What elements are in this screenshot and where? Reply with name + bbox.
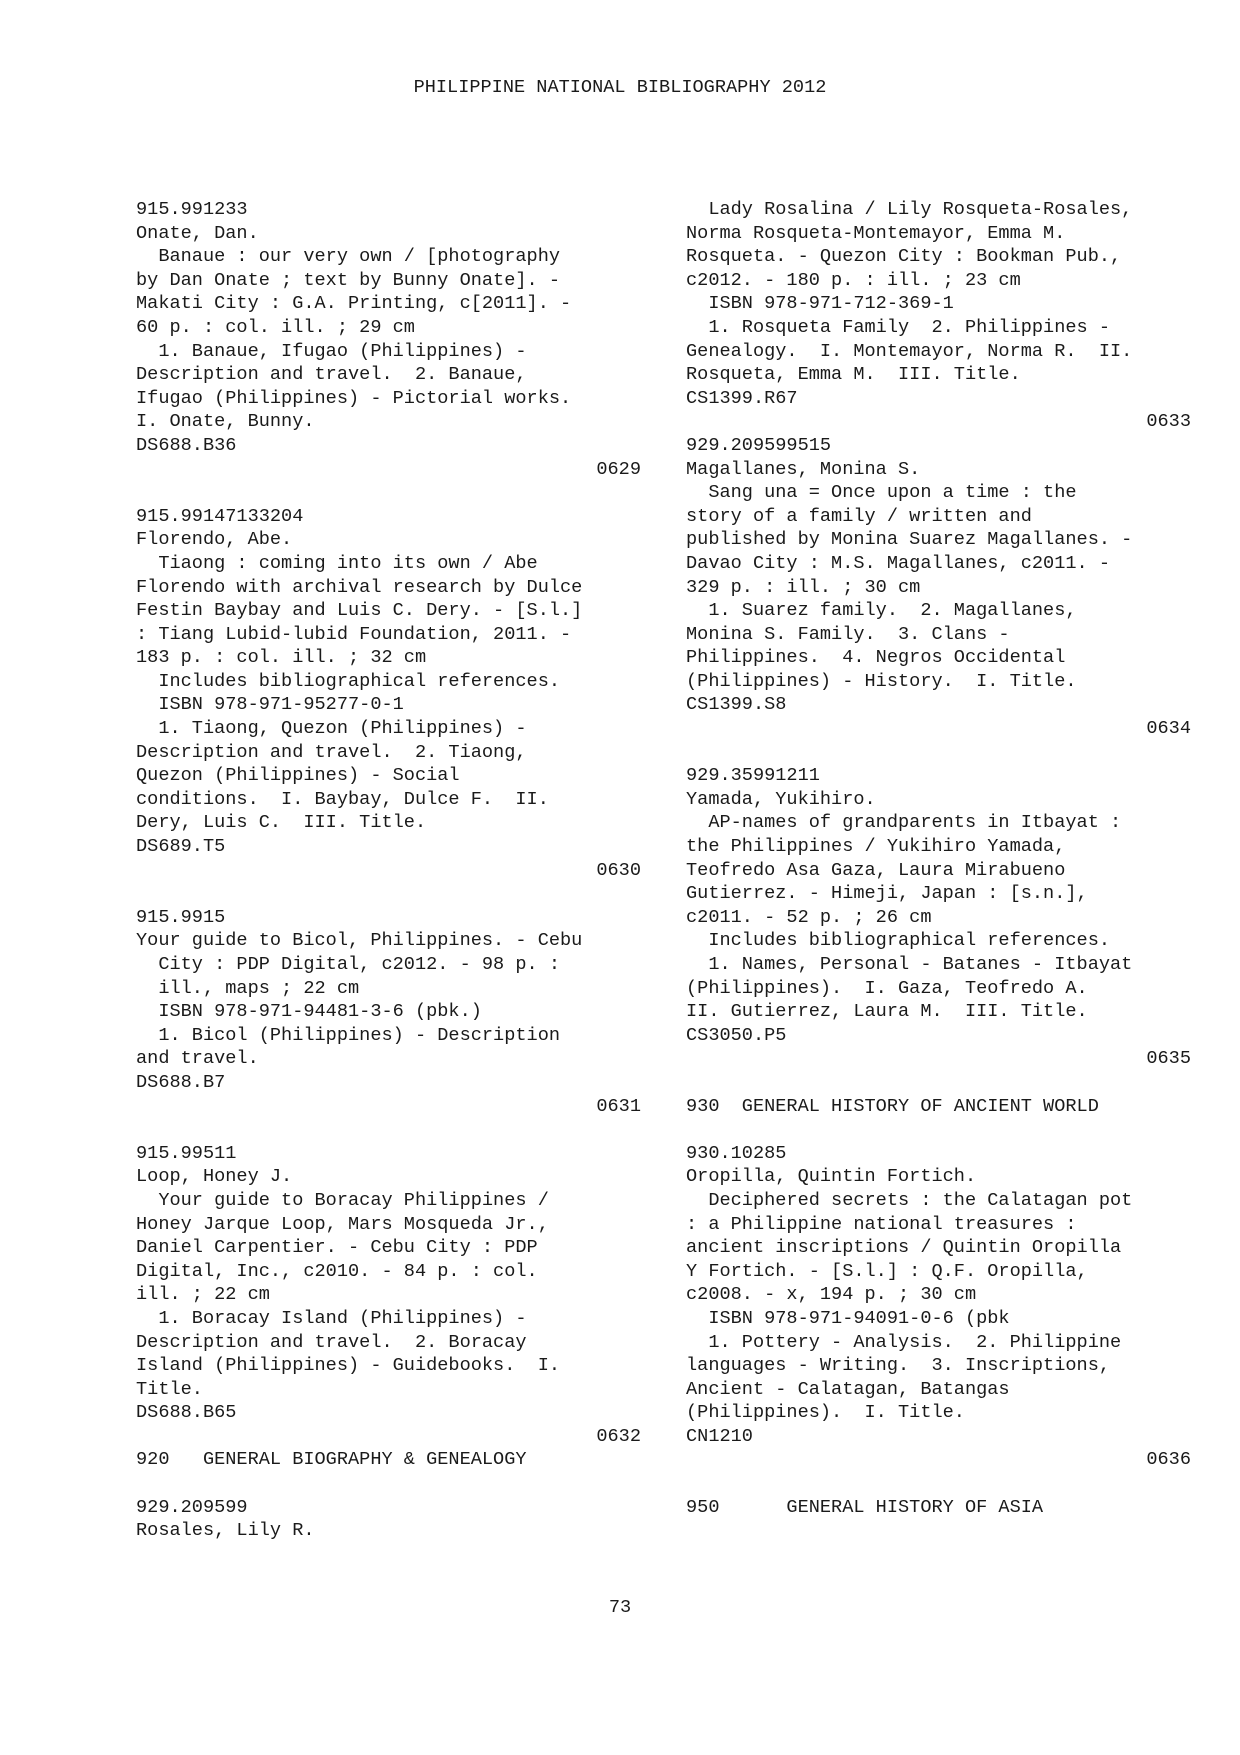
entry-number: 0630 (596, 859, 641, 881)
bibliography-line: CN1210 (686, 1425, 753, 1447)
bibliography-line: Lady Rosalina / Lily Rosqueta-Rosales, (686, 199, 1133, 220)
entry-number: 0636 (1146, 1449, 1191, 1471)
bibliography-line (686, 741, 1191, 765)
bibliography-line: CS3050.P5 (686, 1024, 787, 1046)
bibliography-line: 1. Boracay Island (Philippines) - (136, 1307, 527, 1329)
page-number: 73 (608, 1597, 632, 1618)
bibliography-line: Monina S. Family. 3. Clans - (686, 623, 1010, 645)
bibliography-line: 60 p. : col. ill. ; 29 cm (136, 316, 415, 338)
entry-number: 0635 (1146, 1048, 1191, 1070)
entry-number: 0633 (1146, 411, 1191, 433)
bibliography-line: 929.35991211 (686, 765, 820, 787)
bibliography-line (136, 481, 641, 505)
bibliography-line: Digital, Inc., c2010. - 84 p. : col. (136, 1260, 538, 1282)
entry-number: 0632 (596, 1425, 641, 1447)
bibliography-line: 1. Bicol (Philippines) - Description (136, 1024, 561, 1046)
bibliography-line: Includes bibliographical references. (686, 930, 1111, 952)
bibliography-line: conditions. I. Baybay, Dulce F. II. (136, 788, 549, 810)
bibliography-line: Ancient - Calatagan, Batangas (686, 1378, 1010, 1400)
bibliography-line: 915.9915 (136, 906, 226, 928)
bibliography-line: Onate, Dan. (136, 222, 259, 244)
bibliography-line: Your guide to Boracay Philippines / (136, 1189, 549, 1211)
bibliography-line (686, 1472, 1191, 1496)
bibliography-line: 1. Banaue, Ifugao (Philippines) - (136, 340, 527, 362)
bibliography-line: 950 GENERAL HISTORY OF ASIA (686, 1496, 1044, 1518)
bibliography-line: Honey Jarque Loop, Mars Mosqueda Jr., (136, 1213, 549, 1235)
bibliography-line: c2012. - 180 p. : ill. ; 23 cm (686, 269, 1021, 291)
bibliography-line: the Philippines / Yukihiro Yamada, (686, 836, 1066, 858)
bibliography-line: 929.209599 (136, 1496, 248, 1518)
bibliography-line: CS1399.S8 (686, 694, 787, 716)
bibliography-line: Dery, Luis C. III. Title. (136, 812, 427, 834)
bibliography-line: Philippines. 4. Negros Occidental (686, 647, 1066, 669)
bibliography-line: Rosqueta. - Quezon City : Bookman Pub., (686, 246, 1122, 268)
bibliography-line: by Dan Onate ; text by Bunny Onate]. - (136, 269, 561, 291)
entry-number: 0629 (596, 458, 641, 480)
bibliography-line: Rosales, Lily R. (136, 1520, 315, 1542)
bibliography-line: I. Onate, Bunny. (136, 411, 315, 433)
bibliography-line: Magallanes, Monina S. (686, 458, 921, 480)
bibliography-line: Includes bibliographical references. (136, 670, 561, 692)
bibliography-line: Sang una = Once upon a time : the (686, 482, 1077, 504)
bibliography-line: Deciphered secrets : the Calatagan pot (686, 1189, 1133, 1211)
entry-number: 0634 (1146, 718, 1191, 740)
bibliography-line: Banaue : our very own / [photography (136, 246, 561, 268)
bibliography-line: Ifugao (Philippines) - Pictorial works. (136, 387, 572, 409)
bibliography-line: (Philippines). I. Gaza, Teofredo A. (686, 977, 1088, 999)
bibliography-line: Y Fortich. - [S.l.] : Q.F. Oropilla, (686, 1260, 1088, 1282)
bibliography-line: Teofredo Asa Gaza, Laura Mirabueno (686, 859, 1066, 881)
bibliography-line: 930.10285 (686, 1142, 787, 1164)
right-column (686, 198, 1191, 1519)
bibliography-line: ancient inscriptions / Quintin Oropilla (686, 1237, 1122, 1259)
bibliography-line: Daniel Carpentier. - Cebu City : PDP (136, 1237, 538, 1259)
bibliography-line: Your guide to Bicol, Philippines. - Cebu (136, 930, 583, 952)
bibliography-line (686, 1071, 1191, 1095)
bibliography-line: CS1399.R67 (686, 387, 798, 409)
bibliography-line: Description and travel. 2. Banaue, (136, 364, 527, 386)
bibliography-line: Makati City : G.A. Printing, c[2011]. - (136, 293, 572, 315)
bibliography-line: 1. Names, Personal - Batanes - Itbayat (686, 954, 1133, 975)
bibliography-line: Festin Baybay and Luis C. Dery. - [S.l.] (136, 600, 583, 622)
bibliography-line: Genealogy. I. Montemayor, Norma R. II. (686, 340, 1133, 362)
bibliography-line: Florendo, Abe. (136, 529, 293, 551)
page-header: PHILIPPINE NATIONAL BIBLIOGRAPHY 2012 (413, 77, 827, 98)
bibliography-line: 1. Suarez family. 2. Magallanes, (686, 600, 1077, 622)
bibliography-line: Loop, Honey J. (136, 1166, 293, 1188)
bibliography-line: published by Monina Suarez Magallanes. - (686, 529, 1133, 551)
bibliography-line (686, 1118, 1191, 1142)
bibliography-line: 915.991233 (136, 199, 248, 220)
bibliography-line: ISBN 978-971-712-369-1 (686, 293, 954, 315)
bibliography-line: Description and travel. 2. Tiaong, (136, 741, 527, 763)
bibliography-line: Gutierrez. - Himeji, Japan : [s.n.], (686, 883, 1088, 905)
bibliography-line: 929.209599515 (686, 434, 832, 456)
bibliography-line: and travel. (136, 1048, 259, 1070)
bibliography-line: c2011. - 52 p. ; 26 cm (686, 906, 932, 928)
bibliography-line: 915.99147133204 (136, 505, 304, 527)
bibliography-line: AP-names of grandparents in Itbayat : (686, 812, 1122, 834)
bibliography-line: Island (Philippines) - Guidebooks. I. (136, 1355, 561, 1377)
bibliography-line: 1. Pottery - Analysis. 2. Philippine (686, 1331, 1122, 1353)
bibliography-line: ill., maps ; 22 cm (136, 977, 360, 999)
bibliography-line: languages - Writing. 3. Inscriptions, (686, 1355, 1111, 1377)
bibliography-line: City : PDP Digital, c2012. - 98 p. : (136, 954, 561, 975)
bibliography-line: DS688.B36 (136, 434, 237, 456)
bibliography-line: : Tiang Lubid-lubid Foundation, 2011. - (136, 623, 572, 645)
bibliography-line: Description and travel. 2. Boracay (136, 1331, 527, 1353)
bibliography-line: Quezon (Philippines) - Social (136, 765, 460, 787)
bibliography-line: Oropilla, Quintin Fortich. (686, 1166, 977, 1188)
bibliography-line: II. Gutierrez, Laura M. III. Title. (686, 1001, 1088, 1023)
bibliography-line: ISBN 978-971-94091-0-6 (pbk (686, 1307, 1010, 1329)
left-column (136, 198, 641, 1543)
bibliography-line: Rosqueta, Emma M. III. Title. (686, 364, 1021, 386)
bibliography-line: ISBN 978-971-95277-0-1 (136, 694, 404, 716)
bibliography-line: 1. Rosqueta Family 2. Philippines - (686, 316, 1111, 338)
bibliography-line (136, 882, 641, 906)
bibliography-line: 920 GENERAL BIOGRAPHY & GENEALOGY (136, 1449, 527, 1471)
bibliography-line (136, 1118, 641, 1142)
bibliography-line: (Philippines) - History. I. Title. (686, 670, 1077, 692)
bibliography-line: Davao City : M.S. Magallanes, c2011. - (686, 552, 1111, 574)
bibliography-line: 183 p. : col. ill. ; 32 cm (136, 647, 427, 669)
bibliography-line: (Philippines). I. Title. (686, 1402, 965, 1424)
bibliography-line: 915.99511 (136, 1142, 237, 1164)
bibliography-line: c2008. - x, 194 p. ; 30 cm (686, 1284, 977, 1306)
bibliography-line: ISBN 978-971-94481-3-6 (pbk.) (136, 1001, 482, 1023)
bibliography-line: DS689.T5 (136, 836, 226, 858)
bibliography-line: 930 GENERAL HISTORY OF ANCIENT WORLD (686, 1095, 1099, 1117)
bibliography-line: 1. Tiaong, Quezon (Philippines) - (136, 718, 527, 740)
bibliography-line: Florendo with archival research by Dulce (136, 576, 583, 598)
bibliography-line: DS688.B7 (136, 1071, 226, 1093)
bibliography-line: story of a family / written and (686, 505, 1032, 527)
bibliography-line: Yamada, Yukihiro. (686, 788, 876, 810)
bibliography-line (136, 1472, 641, 1496)
bibliography-line: ill. ; 22 cm (136, 1284, 270, 1306)
bibliography-line: Tiaong : coming into its own / Abe (136, 552, 538, 574)
bibliography-line: Title. (136, 1378, 203, 1400)
entry-number: 0631 (596, 1095, 641, 1117)
bibliography-line: Norma Rosqueta-Montemayor, Emma M. (686, 222, 1066, 244)
bibliography-line: DS688.B65 (136, 1402, 237, 1424)
bibliography-line: : a Philippine national treasures : (686, 1213, 1077, 1235)
bibliography-line: 329 p. : ill. ; 30 cm (686, 576, 921, 598)
